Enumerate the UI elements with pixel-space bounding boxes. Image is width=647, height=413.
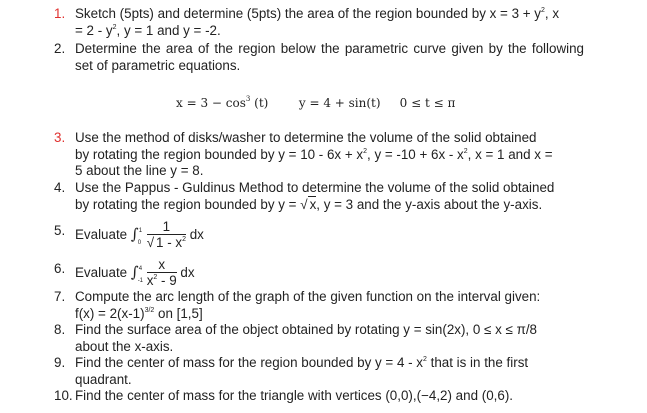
problem-9: [54, 355, 584, 388]
fraction: $\frac{x}{x^2 - 9}$: [146, 257, 177, 288]
problem-text-line: $f(x) = 2(x-1)^{3/2}$ on [1,5]: [75, 305, 203, 321]
problem-2: [54, 41, 584, 74]
problem-number: 7.: [54, 289, 66, 304]
problem-number: 9.: [54, 355, 66, 370]
problem-number: 10.: [54, 388, 73, 403]
evaluate-label: Evaluate: [75, 265, 128, 281]
problem-3: [54, 130, 584, 180]
problem-text-line: 5 about the line y = 8.: [75, 163, 204, 179]
problem-4: [54, 180, 584, 213]
x-equation: $x = 3 - \cos^3 (t)$: [176, 95, 269, 110]
problem-number: 6.: [54, 261, 66, 276]
problem-text-line: by rotating the region bounded by y = √ x, y = 3 and the y-axis about the y-axis.: [75, 196, 543, 212]
t-range: 0 ≤ t ≤ π: [399, 96, 456, 110]
problem-text-line: by rotating the region bounded by $y = 10 - 6x + x^2$, $y = -10 + 6x - x^2$, x = 1 and x =: [75, 146, 553, 162]
problem-number: 3.: [54, 130, 66, 145]
problem-1: [54, 6, 584, 39]
problem-number: 2.: [54, 41, 66, 56]
problem-text-line: Find the surface area of the object obtained by rotating y = sin(2x), 0 ≤ x ≤ π/8: [75, 322, 537, 337]
integral-sign: ∫: [130, 263, 139, 282]
problem-10: [54, 388, 584, 405]
problem-text-line: Sketch (5pts) and determine (5pts) the area of the region bounded by $x = 3 + y^2$, x: [75, 6, 560, 21]
problem-text-line: = $2 - y^2$, y = 1 and y = -2.: [75, 22, 221, 38]
problem-text: Determine the area of the region below the parametric curve given by the following set of parametric equations.: [75, 41, 584, 73]
problem-text-line: quadrant.: [75, 371, 132, 387]
sqrt-symbol: √: [300, 196, 308, 212]
problem-6: 6. Evaluate ∫ 4 -1 $\frac{x}{x^2 - 9}$ dx: [54, 257, 195, 288]
problem-text: Find the center of mass for the triangle with vertices (0,0),(−4,2) and (0,6).: [75, 388, 513, 403]
problem-5: 5. Evaluate ∫ 1 0 $\frac{1}{√ 1 - x^2}$ dx: [54, 219, 204, 250]
fraction: $\frac{1}{√ 1 - x^2}$: [146, 219, 186, 250]
problem-number: 4.: [54, 180, 66, 195]
problem-text-line: Use the Pappus - Guldinus Method to determine the volume of the solid obtained: [75, 180, 555, 195]
problem-number: 5.: [54, 223, 66, 238]
problem-text-line: Compute the arc length of the graph of the given function on the interval given:: [75, 289, 541, 304]
problem-text-line: Find the center of mass for the region bounded by $y = 4 - x^2$ that is in the first: [75, 355, 529, 370]
problem-number: 1.: [54, 6, 66, 21]
y-equation: y = 4 + sin(t): [298, 96, 381, 110]
parametric-equations: [176, 96, 455, 110]
problem-8: [54, 322, 584, 355]
problem-text-line: Use the method of disks/washer to determine the volume of the solid obtained: [75, 130, 537, 145]
problem-7: [54, 289, 584, 322]
problem-text-line: about the x-axis.: [75, 338, 174, 354]
problem-number: 8.: [54, 322, 66, 337]
integral-sign: ∫: [130, 225, 139, 244]
evaluate-label: Evaluate: [75, 227, 128, 243]
